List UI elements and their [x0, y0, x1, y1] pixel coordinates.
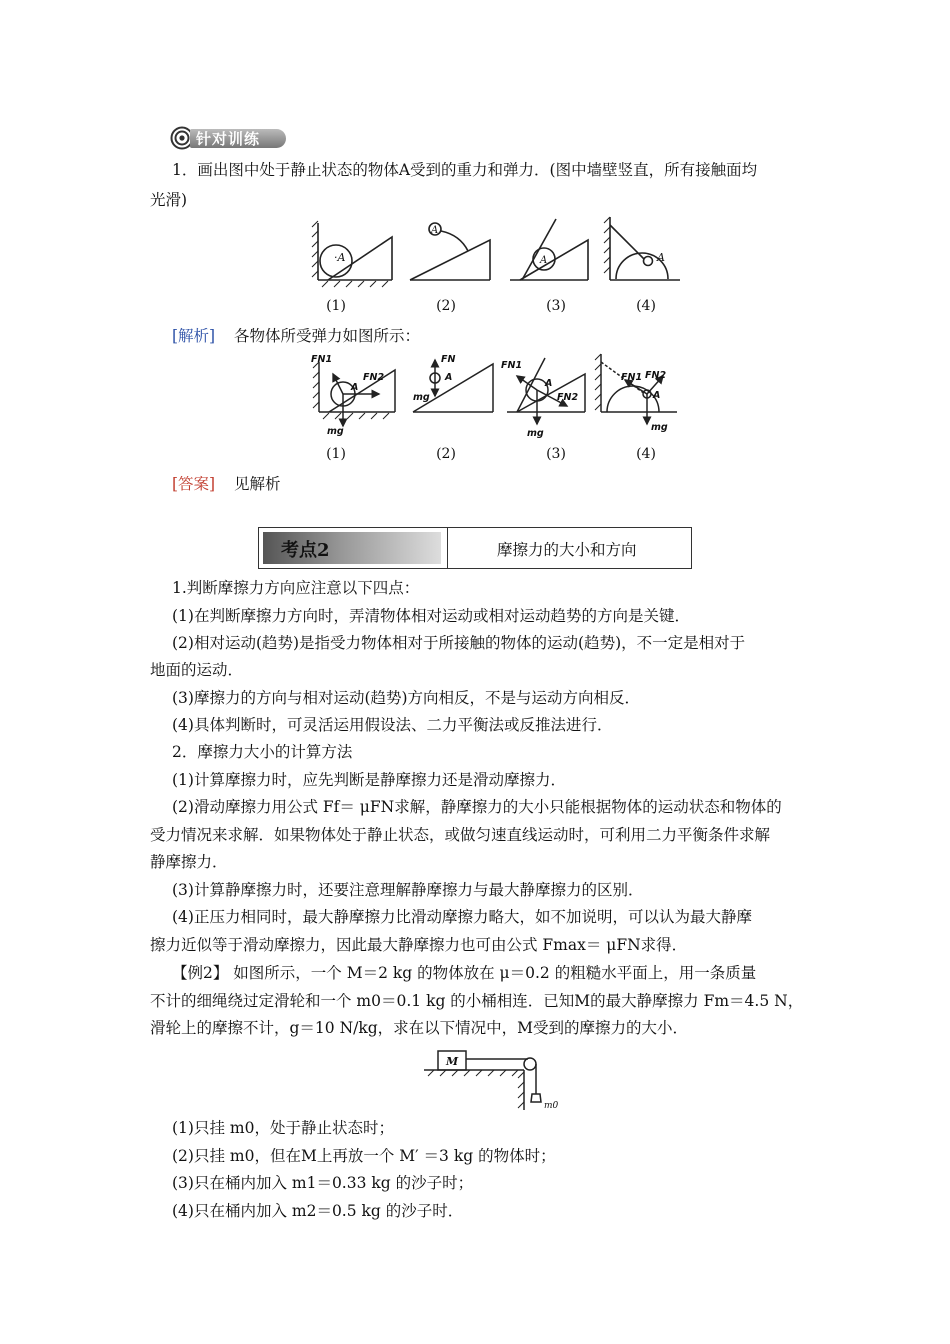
a-fig1-fn1: FN1 [311, 354, 333, 365]
analysis-caption-4: (4) [636, 446, 656, 462]
a-fig1-mg: mg [327, 426, 344, 437]
a-fig3-mg: mg [527, 428, 544, 439]
q1-figures [310, 215, 680, 290]
body-line-13: (4)正压力相同时，最大静摩擦力比滑动摩擦力略大，如不加说明，可以认为最大静摩 [172, 908, 752, 926]
analysis-figures [305, 350, 680, 440]
body-line-11: 静摩擦力． [150, 853, 228, 871]
body-line-14: 擦力近似等于滑动摩擦力，因此最大静摩擦力也可由公式 Fmax＝ μFN求得． [150, 936, 688, 954]
example-item-1: (1)只挂 m0，处于静止状态时； [172, 1119, 394, 1137]
body-line-4: 地面的运动． [150, 661, 244, 679]
q1-caption-1: (1) [326, 298, 346, 314]
a-fig4-fn2: FN2 [645, 370, 667, 381]
answer-line [172, 474, 281, 494]
kaodian-title: 摩擦力的大小和方向 [497, 541, 637, 559]
example-fig-m0: m0 [544, 1101, 559, 1111]
training-header-label: 针对训练 [196, 130, 261, 148]
body-line-8: (1)计算摩擦力时，应先判断是静摩擦力还是滑动摩擦力． [172, 771, 566, 789]
body-line-9: (2)滑动摩擦力用公式 Ff＝ μFN求解，静摩擦力的大小只能根据物体的运动状态和物体的 [172, 798, 782, 816]
analysis-caption-1: (1) [326, 446, 346, 462]
training-header [170, 126, 286, 150]
body-line-1: 1.判断摩擦力方向应注意以下四点： [172, 579, 420, 597]
analysis-caption-3: (3) [546, 446, 566, 462]
q1-caption-3: (3) [546, 298, 566, 314]
analysis-text: 各物体所受弹力如图所示： [234, 327, 421, 345]
analysis-caption-2: (2) [436, 446, 456, 462]
example-line-1: 【例2】 如图所示，一个 M＝2 kg 的物体放在 μ＝0.2 的粗糙水平面上，用一条质量 [172, 964, 757, 982]
kaodian-badge: 考点2 [281, 540, 330, 561]
a-fig3-fn1: FN1 [501, 360, 523, 371]
q1-fig3-label: A [540, 255, 548, 266]
body-line-3: (2)相对运动(趋势)是指受力物体相对于所接触的物体的运动(趋势)，不一定是相对于 [172, 634, 746, 652]
answer-text: 见解析 [234, 475, 281, 493]
q1-line2: 光滑) [150, 191, 188, 209]
a-fig3-a: A [545, 378, 553, 389]
body-line-5: (3)摩擦力的方向与相对运动(趋势)方向相反，不是与运动方向相反． [172, 689, 641, 707]
example-line-2: 不计的细绳绕过定滑轮和一个 m0＝0.1 kg 的小桶相连．已知M的最大静摩擦力 Fm＝4.5 N， [150, 992, 804, 1010]
kaodian-divider [447, 528, 448, 568]
a-fig2-a: A [445, 372, 453, 383]
body-line-12: (3)计算静摩擦力时，还要注意理解静摩擦力与最大静摩擦力的区别． [172, 881, 644, 899]
a-fig4-a: A [653, 390, 661, 401]
body-line-7: 2．摩擦力大小的计算方法 [172, 743, 353, 761]
q1-fig4-label: A [657, 251, 665, 264]
body-line-6: (4)具体判断时，可灵活运用假设法、二力平衡法或反推法进行． [172, 716, 613, 734]
body-line-2: (1)在判断摩擦力方向时，弄清物体相对运动或相对运动趋势的方向是关键． [172, 607, 690, 625]
q1-line1: 1．画出图中处于静止状态的物体A受到的重力和弹力．(图中墙壁竖直，所有接触面均 [172, 161, 758, 179]
a-fig4-fn1: FN1 [621, 372, 643, 383]
example-figure [420, 1046, 570, 1112]
a-fig4-mg: mg [651, 422, 668, 433]
analysis-line [172, 326, 420, 346]
a-fig2-fn: FN [441, 354, 456, 365]
a-fig2-mg: mg [413, 392, 430, 403]
q1-caption-4: (4) [636, 298, 656, 314]
kaodian-box [258, 527, 692, 569]
example-line-3: 滑轮上的摩擦不计，g＝10 N/kg，求在以下情况中，M受到的摩擦力的大小． [150, 1019, 689, 1037]
example-item-4: (4)只在桶内加入 m2＝0.5 kg 的沙子时． [172, 1202, 464, 1220]
example-item-2: (2)只挂 m0，但在M上再放一个 M′ ＝3 kg 的物体时； [172, 1147, 556, 1165]
analysis-tag: [解析] [172, 327, 216, 345]
answer-tag: [答案] [172, 475, 216, 493]
a-fig1-fn2: FN2 [363, 372, 385, 383]
a-fig1-a: A [351, 382, 359, 393]
q1-caption-2: (2) [436, 298, 456, 314]
example-fig-m: M [446, 1055, 459, 1068]
q1-fig1-label: ·A [334, 251, 346, 264]
body-line-10: 受力情况来求解．如果物体处于静止状态，或做匀速直线运动时，可利用二力平衡条件求解 [150, 826, 771, 844]
example-item-3: (3)只在桶内加入 m1＝0.33 kg 的沙子时； [172, 1174, 474, 1192]
a-fig3-fn2: FN2 [557, 392, 579, 403]
q1-fig2-label: A [431, 225, 439, 236]
